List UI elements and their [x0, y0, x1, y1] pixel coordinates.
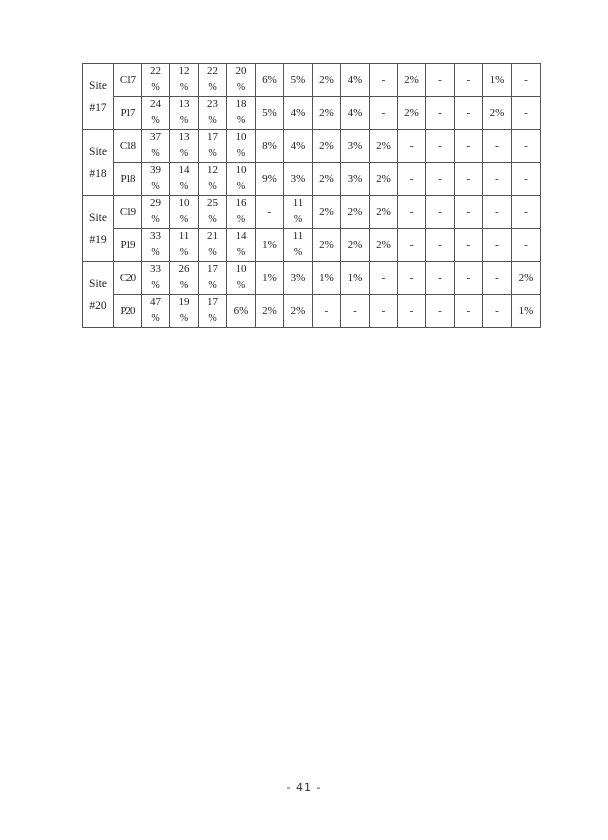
- cell-value: 22: [207, 65, 218, 77]
- table-cell: [142, 229, 170, 262]
- table-cell: [370, 295, 398, 328]
- table-cell: [455, 196, 483, 229]
- table-cell: [313, 130, 341, 163]
- table-cell: [341, 262, 370, 295]
- table-cell: [370, 64, 398, 97]
- cell-value: -: [409, 304, 414, 317]
- table-cell: [142, 196, 170, 229]
- table-cell: [170, 295, 199, 328]
- table-cell: [142, 262, 170, 295]
- cell-value: 2%: [347, 205, 363, 218]
- table-cell: [227, 229, 256, 262]
- table-cell: [284, 262, 313, 295]
- cell-value: 11: [292, 197, 304, 209]
- cell-percent-sign: %: [179, 247, 189, 258]
- table-cell: [455, 163, 483, 196]
- cell-value: 18: [235, 98, 247, 110]
- table-cell: [483, 97, 512, 130]
- table-cell: [512, 196, 541, 229]
- table-cell: [199, 229, 227, 262]
- table-cell: [455, 262, 483, 295]
- cell-percent-sign: %: [151, 115, 160, 126]
- cell-value: -: [438, 139, 442, 152]
- cell-value: -: [409, 172, 414, 185]
- table-cell: [256, 97, 284, 130]
- table-cell: [483, 229, 512, 262]
- site-label: [83, 130, 114, 196]
- site-number: #19: [89, 233, 107, 246]
- sample-id: C19: [114, 196, 142, 229]
- cell-percent-sign: %: [208, 82, 217, 93]
- table-cell: [426, 97, 455, 130]
- cell-value: 1%: [489, 73, 505, 86]
- cell-percent-sign: %: [151, 214, 160, 225]
- table-row: [83, 130, 541, 163]
- table-cell: [426, 130, 455, 163]
- cell-percent-sign: %: [151, 148, 160, 159]
- cell-value: -: [353, 304, 357, 317]
- table-cell: [256, 196, 284, 229]
- cell-percent-sign: %: [151, 82, 160, 93]
- cell-value: 14: [235, 230, 247, 242]
- cell-percent-sign: %: [179, 82, 189, 93]
- cell-value: 4%: [290, 139, 306, 152]
- table-cell: [426, 229, 455, 262]
- cell-value: 2%: [489, 106, 505, 119]
- cell-value: 22: [150, 65, 161, 77]
- table-cell: [483, 64, 512, 97]
- cell-value: 6%: [233, 304, 249, 317]
- table-cell: [341, 229, 370, 262]
- cell-value: 10: [178, 197, 190, 209]
- site-number: #20: [89, 299, 107, 312]
- cell-value: 25: [207, 197, 218, 209]
- table-cell: [512, 295, 541, 328]
- table-cell: [142, 97, 170, 130]
- table-row: [83, 64, 541, 97]
- table-cell: [398, 163, 426, 196]
- table-cell: [256, 163, 284, 196]
- cell-value: 17: [207, 296, 218, 308]
- table-cell: [227, 97, 256, 130]
- cell-value: 13: [178, 131, 190, 143]
- cell-value: -: [466, 238, 471, 251]
- cell-value: -: [438, 304, 442, 317]
- table-cell: [142, 295, 170, 328]
- table-cell: [284, 97, 313, 130]
- cell-value: 1%: [347, 271, 363, 284]
- site-number: #17: [89, 101, 107, 114]
- cell-value: 17: [207, 263, 218, 275]
- cell-value: -: [381, 271, 386, 284]
- table-cell: [512, 163, 541, 196]
- table-cell: [170, 64, 199, 97]
- table-cell: [170, 262, 199, 295]
- table-row: [83, 229, 541, 262]
- table-cell: [284, 196, 313, 229]
- table-cell: [227, 130, 256, 163]
- table-cell: [170, 130, 199, 163]
- cell-value: 14: [178, 164, 190, 176]
- table-cell: [483, 295, 512, 328]
- table-cell: [341, 130, 370, 163]
- sample-id: C18: [114, 130, 142, 163]
- cell-value: -: [381, 304, 386, 317]
- table-cell: [313, 196, 341, 229]
- site-number: #18: [89, 167, 107, 180]
- cell-value: 1%: [262, 238, 277, 251]
- cell-value: -: [438, 205, 442, 218]
- table-cell: [284, 130, 313, 163]
- table-cell: [313, 295, 341, 328]
- cell-value: -: [495, 139, 499, 152]
- cell-value: 2%: [347, 238, 363, 251]
- table-cell: [398, 130, 426, 163]
- sample-id: P20: [114, 295, 142, 328]
- cell-value: 2%: [518, 271, 534, 284]
- table-row: [83, 295, 541, 328]
- table-cell: [398, 295, 426, 328]
- cell-value: -: [495, 172, 499, 185]
- cell-value: 24: [150, 98, 161, 110]
- site-word: Site: [89, 277, 107, 290]
- cell-value: 2%: [319, 205, 334, 218]
- table-cell: [199, 97, 227, 130]
- cell-percent-sign: %: [208, 280, 217, 291]
- cell-value: 2%: [290, 304, 306, 317]
- table-cell: [370, 229, 398, 262]
- table-cell: [341, 295, 370, 328]
- table-cell: [512, 64, 541, 97]
- table-cell: [313, 229, 341, 262]
- cell-value: 1%: [319, 271, 334, 284]
- cell-value: -: [524, 73, 528, 86]
- table-cell: [483, 130, 512, 163]
- cell-value: 3%: [290, 271, 306, 284]
- sample-id: P17: [114, 97, 142, 130]
- cell-percent-sign: %: [179, 214, 189, 225]
- cell-value: 11: [292, 230, 304, 242]
- table-cell: [256, 295, 284, 328]
- table-row: [83, 262, 541, 295]
- composition-table: [82, 63, 541, 328]
- table-cell: [284, 229, 313, 262]
- table-cell: [512, 229, 541, 262]
- cell-value: 47: [150, 296, 161, 308]
- cell-percent-sign: %: [179, 148, 189, 159]
- cell-value: 39: [150, 164, 161, 176]
- table-cell: [199, 196, 227, 229]
- cell-value: 4%: [347, 73, 363, 86]
- sample-id: P19: [114, 229, 142, 262]
- table-cell: [256, 262, 284, 295]
- table-body: [83, 64, 541, 328]
- cell-value: 1%: [262, 271, 277, 284]
- table-cell: [398, 64, 426, 97]
- cell-value: 13: [178, 98, 190, 110]
- cell-value: -: [381, 73, 386, 86]
- cell-value: 33: [150, 230, 161, 242]
- cell-value: -: [409, 139, 414, 152]
- table-cell: [370, 163, 398, 196]
- cell-value: 1%: [518, 304, 534, 317]
- cell-value: 23: [207, 98, 218, 110]
- cell-percent-sign: %: [236, 82, 246, 93]
- cell-value: 16: [235, 197, 247, 209]
- cell-percent-sign: %: [151, 313, 160, 324]
- table-cell: [313, 64, 341, 97]
- table-cell: [170, 163, 199, 196]
- cell-value: 37: [150, 131, 161, 143]
- cell-value: 8%: [262, 139, 277, 152]
- table-cell: [199, 130, 227, 163]
- table-cell: [426, 64, 455, 97]
- table-cell: [341, 196, 370, 229]
- table-cell: [199, 64, 227, 97]
- cell-value: -: [409, 271, 414, 284]
- cell-value: 2%: [376, 139, 391, 152]
- table-cell: [341, 97, 370, 130]
- table-cell: [142, 64, 170, 97]
- table-cell: [341, 64, 370, 97]
- cell-value: 21: [207, 230, 218, 242]
- table-cell: [455, 64, 483, 97]
- cell-percent-sign: %: [236, 181, 246, 192]
- cell-percent-sign: %: [179, 280, 189, 291]
- cell-value: 33: [150, 263, 161, 275]
- table-cell: [398, 97, 426, 130]
- table-cell: [199, 262, 227, 295]
- cell-value: 11: [178, 230, 190, 242]
- cell-percent-sign: %: [151, 181, 160, 192]
- table-cell: [256, 64, 284, 97]
- cell-value: 12: [207, 164, 218, 176]
- table-cell: [142, 130, 170, 163]
- table-cell: [512, 262, 541, 295]
- cell-value: 4%: [347, 106, 363, 119]
- sample-id: C20: [114, 262, 142, 295]
- cell-value: -: [438, 238, 442, 251]
- table-cell: [227, 262, 256, 295]
- cell-value: 10: [235, 131, 247, 143]
- table-cell: [284, 64, 313, 97]
- table-cell: [398, 262, 426, 295]
- cell-value: 5%: [262, 106, 277, 119]
- table-cell: [370, 262, 398, 295]
- site-word: Site: [89, 79, 107, 92]
- cell-value: -: [466, 106, 471, 119]
- cell-value: -: [495, 238, 499, 251]
- cell-percent-sign: %: [179, 115, 189, 126]
- sample-id: P18: [114, 163, 142, 196]
- site-label: [83, 64, 114, 130]
- cell-value: 2%: [376, 205, 391, 218]
- table-cell: [284, 295, 313, 328]
- table-cell: [483, 262, 512, 295]
- table-cell: [142, 163, 170, 196]
- cell-value: 17: [207, 131, 218, 143]
- table-cell: [170, 97, 199, 130]
- cell-percent-sign: %: [208, 181, 217, 192]
- table-cell: [426, 295, 455, 328]
- cell-value: -: [466, 304, 471, 317]
- cell-value: 12: [178, 65, 190, 77]
- cell-value: -: [524, 106, 528, 119]
- table-cell: [227, 163, 256, 196]
- cell-percent-sign: %: [236, 280, 246, 291]
- cell-value: 3%: [347, 172, 363, 185]
- cell-value: 10: [235, 263, 247, 275]
- cell-value: 2%: [319, 73, 334, 86]
- table-cell: [426, 163, 455, 196]
- cell-percent-sign: %: [179, 313, 189, 324]
- table-cell: [256, 229, 284, 262]
- cell-value: 2%: [319, 106, 334, 119]
- cell-value: -: [438, 271, 442, 284]
- table-row: [83, 196, 541, 229]
- table-cell: [398, 229, 426, 262]
- cell-percent-sign: %: [208, 313, 217, 324]
- table-cell: [426, 262, 455, 295]
- cell-value: -: [466, 139, 471, 152]
- table-cell: [370, 196, 398, 229]
- cell-value: -: [524, 205, 528, 218]
- cell-value: -: [524, 172, 528, 185]
- cell-value: 9%: [262, 172, 277, 185]
- site-label: [83, 196, 114, 262]
- cell-value: -: [466, 205, 471, 218]
- cell-value: 2%: [319, 238, 334, 251]
- table-cell: [170, 229, 199, 262]
- cell-value: -: [524, 238, 528, 251]
- table-row: [83, 163, 541, 196]
- cell-value: -: [381, 106, 386, 119]
- table-cell: [398, 196, 426, 229]
- table-cell: [199, 295, 227, 328]
- cell-value: -: [495, 304, 499, 317]
- cell-percent-sign: %: [208, 214, 217, 225]
- table-cell: [313, 163, 341, 196]
- table-cell: [313, 262, 341, 295]
- cell-percent-sign: %: [208, 115, 217, 126]
- sample-id: C17: [114, 64, 142, 97]
- cell-value: 20: [235, 65, 247, 77]
- cell-percent-sign: %: [236, 115, 246, 126]
- cell-value: 26: [178, 263, 190, 275]
- cell-percent-sign: %: [236, 148, 246, 159]
- cell-value: -: [495, 271, 499, 284]
- site-label: [83, 262, 114, 328]
- table-cell: [341, 163, 370, 196]
- cell-value: -: [324, 304, 329, 317]
- cell-value: -: [438, 106, 442, 119]
- table-cell: [313, 97, 341, 130]
- cell-value: 2%: [262, 304, 277, 317]
- cell-value: -: [466, 172, 471, 185]
- table-cell: [426, 196, 455, 229]
- cell-value: 2%: [404, 73, 419, 86]
- site-word: Site: [89, 145, 107, 158]
- table-cell: [199, 163, 227, 196]
- table-cell: [455, 130, 483, 163]
- table-cell: [227, 295, 256, 328]
- cell-value: 5%: [290, 73, 306, 86]
- cell-value: 3%: [347, 139, 363, 152]
- cell-percent-sign: %: [179, 181, 189, 192]
- cell-value: 6%: [262, 73, 277, 86]
- cell-value: -: [466, 271, 471, 284]
- table-cell: [370, 97, 398, 130]
- cell-percent-sign: %: [236, 247, 246, 258]
- table-cell: [483, 196, 512, 229]
- cell-value: 2%: [319, 172, 334, 185]
- cell-value: 19: [178, 296, 190, 308]
- table-cell: [227, 64, 256, 97]
- cell-value: -: [524, 139, 528, 152]
- cell-percent-sign: %: [236, 214, 246, 225]
- cell-percent-sign: %: [151, 280, 160, 291]
- cell-value: -: [438, 73, 442, 86]
- cell-value: 2%: [376, 238, 391, 251]
- cell-percent-sign: %: [293, 214, 303, 225]
- cell-value: -: [409, 238, 414, 251]
- cell-value: 2%: [404, 106, 419, 119]
- table-cell: [455, 295, 483, 328]
- cell-value: -: [409, 205, 414, 218]
- table-row: [83, 97, 541, 130]
- table-cell: [256, 130, 284, 163]
- cell-percent-sign: %: [208, 148, 217, 159]
- cell-value: 2%: [319, 139, 334, 152]
- table-cell: [512, 97, 541, 130]
- table-cell: [483, 163, 512, 196]
- page-number: - 41 -: [286, 781, 322, 794]
- table-cell: [455, 229, 483, 262]
- site-word: Site: [89, 211, 107, 224]
- cell-value: -: [267, 205, 272, 218]
- cell-percent-sign: %: [293, 247, 303, 258]
- cell-value: -: [438, 172, 442, 185]
- cell-value: 29: [150, 197, 161, 209]
- cell-value: 3%: [290, 172, 306, 185]
- table-cell: [170, 196, 199, 229]
- cell-value: -: [495, 205, 499, 218]
- cell-value: 4%: [290, 106, 306, 119]
- cell-value: -: [466, 73, 471, 86]
- table-cell: [284, 163, 313, 196]
- table-cell: [227, 196, 256, 229]
- table-cell: [370, 130, 398, 163]
- cell-percent-sign: %: [151, 247, 160, 258]
- table-cell: [512, 130, 541, 163]
- cell-value: 10: [235, 164, 247, 176]
- cell-percent-sign: %: [208, 247, 217, 258]
- cell-value: 2%: [376, 172, 391, 185]
- table-cell: [455, 97, 483, 130]
